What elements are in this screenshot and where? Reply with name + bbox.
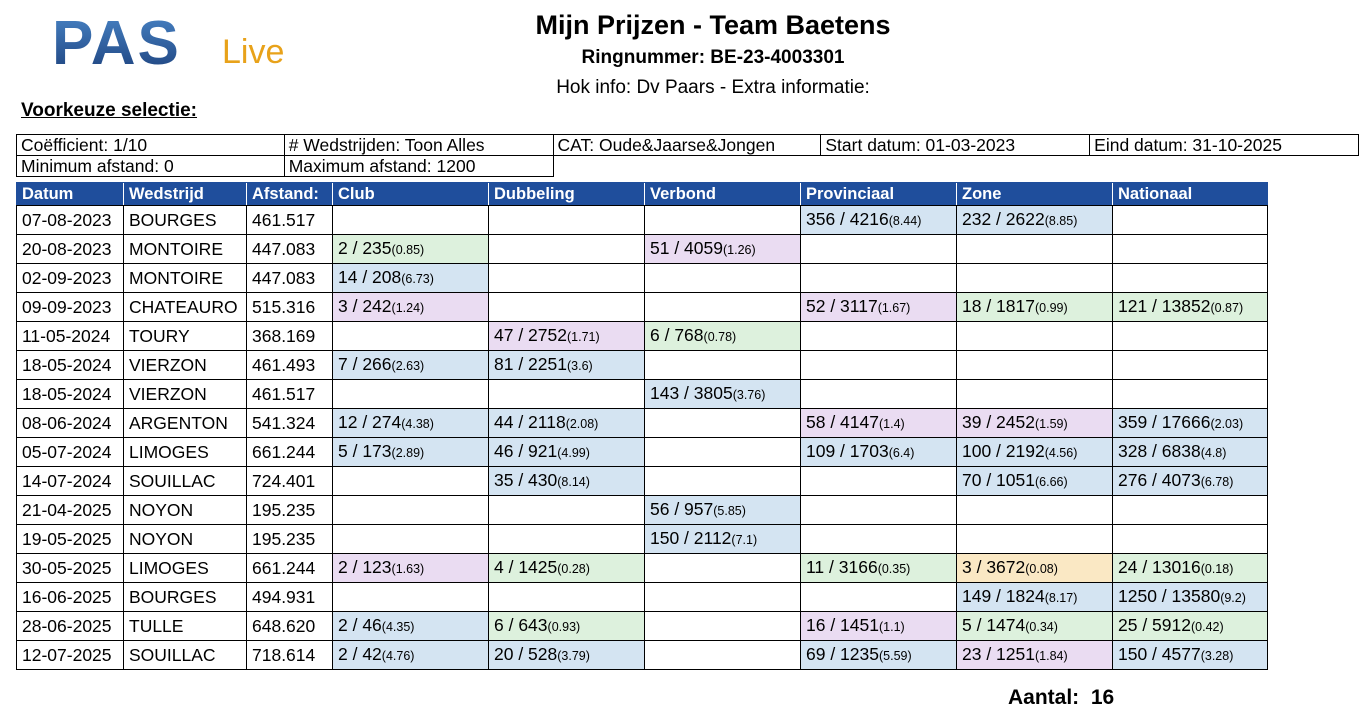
cell-club bbox=[333, 322, 489, 351]
cell-wedstrijd: TULLE bbox=[124, 612, 247, 641]
cell-wedstrijd: LIMOGES bbox=[124, 438, 247, 467]
table-row bbox=[17, 496, 1268, 525]
cell-provinciaal bbox=[801, 293, 957, 322]
cell-datum: 08-06-2024 bbox=[17, 409, 124, 438]
cell-provinciaal bbox=[801, 467, 957, 496]
prize-value: 356 / 4216 bbox=[806, 209, 889, 229]
cell-wedstrijd: MONTOIRE bbox=[124, 264, 247, 293]
cell-dubbeling bbox=[489, 409, 645, 438]
cell-zone bbox=[957, 583, 1113, 612]
cell-wedstrijd: NOYON bbox=[124, 525, 247, 554]
prize-value: 359 / 17666 bbox=[1118, 412, 1211, 432]
cell-wedstrijd: BOURGES bbox=[124, 206, 247, 235]
cell-provinciaal bbox=[801, 235, 957, 264]
cell-verbond bbox=[645, 235, 801, 264]
cell-wedstrijd: NOYON bbox=[124, 496, 247, 525]
cell-afstand: 447.083 bbox=[247, 235, 333, 264]
cell-nationaal bbox=[1113, 322, 1268, 351]
prize-value: 52 / 3117 bbox=[806, 296, 878, 316]
cell-nationaal bbox=[1113, 438, 1268, 467]
cell-afstand: 724.401 bbox=[247, 467, 333, 496]
prize-value: 81 / 2251 bbox=[494, 354, 567, 374]
table-row bbox=[17, 641, 1268, 670]
prize-coefficient: (6.4) bbox=[888, 446, 915, 460]
prize-value: 150 / 2112 bbox=[650, 528, 732, 548]
cell-verbond bbox=[645, 467, 801, 496]
prize-coefficient: (1.1) bbox=[878, 620, 905, 634]
prize-coefficient: (0.08) bbox=[1025, 562, 1058, 576]
prize-value: 24 / 13016 bbox=[1118, 557, 1201, 577]
cell-provinciaal bbox=[801, 641, 957, 670]
blank-cell bbox=[553, 156, 1359, 177]
prize-value: 7 / 266 bbox=[338, 354, 392, 374]
cell-dubbeling bbox=[489, 380, 645, 409]
cell-zone bbox=[957, 612, 1113, 641]
prize-coefficient: (0.93) bbox=[547, 620, 581, 634]
prize-value: 100 / 2192 bbox=[962, 441, 1045, 461]
cell-wedstrijd: CHATEAURO bbox=[124, 293, 247, 322]
cell-zone bbox=[957, 235, 1113, 264]
cell-nationaal bbox=[1113, 583, 1268, 612]
cell-dubbeling bbox=[489, 264, 645, 293]
cell-datum: 05-07-2024 bbox=[17, 438, 124, 467]
cell-verbond bbox=[645, 206, 801, 235]
cell-verbond bbox=[645, 380, 801, 409]
cell-nationaal bbox=[1113, 264, 1268, 293]
prize-value: 109 / 1703 bbox=[806, 441, 889, 461]
cell-nationaal bbox=[1113, 235, 1268, 264]
prize-coefficient: (1.84) bbox=[1034, 649, 1068, 663]
cell-verbond bbox=[645, 351, 801, 380]
prize-coefficient: (1.63) bbox=[391, 562, 425, 576]
logo-live-text: Live bbox=[222, 33, 285, 71]
cell-afstand: 661.244 bbox=[247, 438, 333, 467]
cell-verbond bbox=[645, 525, 801, 554]
cell-nationaal bbox=[1113, 554, 1268, 583]
cell-club bbox=[333, 641, 489, 670]
cell-club bbox=[333, 409, 489, 438]
table-row bbox=[17, 612, 1268, 641]
cell-zone bbox=[957, 409, 1113, 438]
prize-coefficient: (4.8) bbox=[1200, 446, 1227, 460]
results-body bbox=[17, 206, 1268, 670]
prize-value: 149 / 1824 bbox=[962, 586, 1045, 606]
cell-datum: 28-06-2025 bbox=[17, 612, 124, 641]
col-verbond: Verbond bbox=[645, 183, 801, 206]
logo-pas-text: PAS bbox=[52, 12, 181, 72]
table-row bbox=[17, 264, 1268, 293]
cell-dubbeling bbox=[489, 206, 645, 235]
cell-dubbeling bbox=[489, 583, 645, 612]
cell-datum: 21-04-2025 bbox=[17, 496, 124, 525]
cell-provinciaal bbox=[801, 496, 957, 525]
cell-provinciaal bbox=[801, 554, 957, 583]
cell-datum: 18-05-2024 bbox=[17, 351, 124, 380]
cell-club bbox=[333, 351, 489, 380]
cell-dubbeling bbox=[489, 322, 645, 351]
cell-zone bbox=[957, 206, 1113, 235]
cell-afstand: 195.235 bbox=[247, 496, 333, 525]
aantal-label: Aantal: bbox=[1008, 686, 1080, 709]
prize-coefficient: (0.87) bbox=[1210, 301, 1244, 315]
prize-value: 5 / 173 bbox=[338, 441, 392, 461]
prize-value: 6 / 768 bbox=[650, 325, 704, 345]
cell-datum: 14-07-2024 bbox=[17, 467, 124, 496]
hok-info: Hok info: Dv Paars - Extra informatie: bbox=[556, 77, 870, 98]
prize-coefficient: (4.76) bbox=[381, 649, 415, 663]
table-row bbox=[17, 206, 1268, 235]
prize-value: 5 / 1474 bbox=[962, 615, 1026, 635]
cell-datum: 30-05-2025 bbox=[17, 554, 124, 583]
col-afstand: Afstand: bbox=[247, 183, 333, 206]
cell-nationaal bbox=[1113, 612, 1268, 641]
col-dubbeling: Dubbeling bbox=[489, 183, 645, 206]
prize-value: 69 / 1235 bbox=[806, 644, 879, 664]
cell-datum: 07-08-2023 bbox=[17, 206, 124, 235]
prize-coefficient: (1.71) bbox=[566, 330, 600, 344]
table-row bbox=[17, 525, 1268, 554]
prize-value: 3 / 242 bbox=[338, 296, 392, 316]
selection-table bbox=[16, 134, 1359, 177]
cell-club bbox=[333, 496, 489, 525]
coefficient: Coëfficient: 1/10 bbox=[17, 135, 285, 156]
cell-wedstrijd: SOUILLAC bbox=[124, 467, 247, 496]
cell-wedstrijd: VIERZON bbox=[124, 351, 247, 380]
cell-verbond bbox=[645, 264, 801, 293]
prize-value: 150 / 4577 bbox=[1118, 644, 1201, 664]
prize-value: 56 / 957 bbox=[650, 499, 714, 519]
cell-provinciaal bbox=[801, 409, 957, 438]
prize-value: 70 / 1051 bbox=[962, 470, 1035, 490]
cell-wedstrijd: BOURGES bbox=[124, 583, 247, 612]
cell-afstand: 447.083 bbox=[247, 264, 333, 293]
cell-provinciaal bbox=[801, 206, 957, 235]
prize-value: 3 / 3672 bbox=[962, 557, 1026, 577]
cell-dubbeling bbox=[489, 293, 645, 322]
cell-nationaal bbox=[1113, 293, 1268, 322]
cell-club bbox=[333, 206, 489, 235]
cell-wedstrijd: MONTOIRE bbox=[124, 235, 247, 264]
cell-nationaal bbox=[1113, 525, 1268, 554]
prize-coefficient: (1.4) bbox=[878, 417, 905, 431]
prize-value: 2 / 123 bbox=[338, 557, 392, 577]
cell-dubbeling bbox=[489, 612, 645, 641]
cell-dubbeling bbox=[489, 496, 645, 525]
table-row bbox=[17, 380, 1268, 409]
wedstrijden-filter: # Wedstrijden: Toon Alles bbox=[284, 135, 553, 156]
cell-zone bbox=[957, 293, 1113, 322]
prize-coefficient: (5.85) bbox=[713, 504, 746, 518]
table-row bbox=[17, 235, 1268, 264]
max-distance: Maximum afstand: 1200 bbox=[284, 156, 553, 177]
cell-afstand: 461.517 bbox=[247, 380, 333, 409]
cell-verbond bbox=[645, 496, 801, 525]
prize-value: 51 / 4059 bbox=[650, 238, 723, 258]
cell-datum: 16-06-2025 bbox=[17, 583, 124, 612]
cell-nationaal bbox=[1113, 409, 1268, 438]
prize-value: 35 / 430 bbox=[494, 470, 558, 490]
cell-zone bbox=[957, 641, 1113, 670]
aantal-total bbox=[1008, 686, 1114, 710]
prize-value: 6 / 643 bbox=[494, 615, 548, 635]
cell-club bbox=[333, 525, 489, 554]
prize-value: 23 / 1251 bbox=[962, 644, 1035, 664]
prize-value: 4 / 1425 bbox=[494, 557, 558, 577]
header-row bbox=[17, 183, 1268, 206]
prize-coefficient: (4.56) bbox=[1044, 446, 1078, 460]
cell-nationaal bbox=[1113, 641, 1268, 670]
col-zone: Zone bbox=[957, 183, 1113, 206]
prize-coefficient: (3.28) bbox=[1200, 649, 1234, 663]
cell-dubbeling bbox=[489, 351, 645, 380]
cell-nationaal bbox=[1113, 380, 1268, 409]
cell-datum: 19-05-2025 bbox=[17, 525, 124, 554]
cell-verbond bbox=[645, 641, 801, 670]
prize-coefficient: (8.14) bbox=[557, 475, 590, 489]
cell-wedstrijd: TOURY bbox=[124, 322, 247, 351]
prize-value: 39 / 2452 bbox=[962, 412, 1035, 432]
prize-value: 12 / 274 bbox=[338, 412, 402, 432]
prize-coefficient: (2.03) bbox=[1210, 417, 1244, 431]
cell-zone bbox=[957, 496, 1113, 525]
prize-coefficient: (0.18) bbox=[1200, 562, 1234, 576]
cell-zone bbox=[957, 264, 1113, 293]
prize-coefficient: (6.78) bbox=[1200, 475, 1234, 489]
prize-value: 16 / 1451 bbox=[806, 615, 879, 635]
cell-provinciaal bbox=[801, 264, 957, 293]
cell-club bbox=[333, 583, 489, 612]
cell-club bbox=[333, 380, 489, 409]
cell-afstand: 461.517 bbox=[247, 206, 333, 235]
col-nationaal: Nationaal bbox=[1113, 183, 1268, 206]
cell-nationaal bbox=[1113, 351, 1268, 380]
prize-coefficient: (3.76) bbox=[732, 388, 766, 402]
cell-zone bbox=[957, 554, 1113, 583]
prize-coefficient: (9.2) bbox=[1220, 591, 1246, 605]
cell-verbond bbox=[645, 554, 801, 583]
cell-dubbeling bbox=[489, 235, 645, 264]
cell-provinciaal bbox=[801, 525, 957, 554]
prize-value: 20 / 528 bbox=[494, 644, 558, 664]
cell-club bbox=[333, 612, 489, 641]
prize-coefficient: (8.17) bbox=[1044, 591, 1078, 605]
prize-coefficient: (0.85) bbox=[391, 243, 425, 257]
prize-coefficient: (2.08) bbox=[565, 417, 599, 431]
cell-zone bbox=[957, 351, 1113, 380]
prize-value: 25 / 5912 bbox=[1118, 615, 1191, 635]
cell-club bbox=[333, 467, 489, 496]
prize-value: 14 / 208 bbox=[338, 267, 402, 287]
cell-afstand: 461.493 bbox=[247, 351, 333, 380]
cell-zone bbox=[957, 322, 1113, 351]
prize-coefficient: (3.6) bbox=[566, 359, 593, 373]
table-row bbox=[17, 583, 1268, 612]
cell-afstand: 648.620 bbox=[247, 612, 333, 641]
prize-coefficient: (2.63) bbox=[391, 359, 425, 373]
prize-coefficient: (4.38) bbox=[401, 417, 434, 431]
cell-provinciaal bbox=[801, 583, 957, 612]
voorkeuze-heading: Voorkeuze selectie: bbox=[21, 100, 198, 121]
prize-coefficient: (6.73) bbox=[401, 272, 434, 286]
table-row bbox=[17, 438, 1268, 467]
cell-club bbox=[333, 554, 489, 583]
cell-afstand: 368.169 bbox=[247, 322, 333, 351]
prize-coefficient: (8.85) bbox=[1044, 214, 1078, 228]
cell-datum: 12-07-2025 bbox=[17, 641, 124, 670]
cell-nationaal bbox=[1113, 467, 1268, 496]
cell-provinciaal bbox=[801, 351, 957, 380]
page-title: Mijn Prijzen - Team Baetens bbox=[535, 10, 891, 40]
cell-club bbox=[333, 293, 489, 322]
cell-afstand: 718.614 bbox=[247, 641, 333, 670]
cell-verbond bbox=[645, 322, 801, 351]
prize-coefficient: (0.35) bbox=[877, 562, 911, 576]
prize-coefficient: (8.44) bbox=[888, 214, 922, 228]
prize-coefficient: (0.78) bbox=[703, 330, 737, 344]
prize-value: 58 / 4147 bbox=[806, 412, 879, 432]
cell-afstand: 195.235 bbox=[247, 525, 333, 554]
table-row bbox=[17, 467, 1268, 496]
cell-provinciaal bbox=[801, 438, 957, 467]
table-row bbox=[17, 351, 1268, 380]
prize-value: 2 / 42 bbox=[338, 644, 382, 664]
prize-coefficient: (0.42) bbox=[1190, 620, 1224, 634]
prize-value: 2 / 235 bbox=[338, 238, 392, 258]
cell-verbond bbox=[645, 438, 801, 467]
prize-coefficient: (4.35) bbox=[381, 620, 415, 634]
category-filter: CAT: Oude&Jaarse&Jongen bbox=[553, 135, 821, 156]
cell-dubbeling bbox=[489, 525, 645, 554]
cell-wedstrijd: LIMOGES bbox=[124, 554, 247, 583]
start-date: Start datum: 01-03-2023 bbox=[821, 135, 1090, 156]
cell-afstand: 515.316 bbox=[247, 293, 333, 322]
cell-verbond bbox=[645, 409, 801, 438]
cell-dubbeling bbox=[489, 554, 645, 583]
prize-coefficient: (3.79) bbox=[557, 649, 590, 663]
aantal-value: 16 bbox=[1090, 686, 1115, 709]
end-date: Eind datum: 31-10-2025 bbox=[1090, 135, 1359, 156]
prize-coefficient: (1.67) bbox=[877, 301, 911, 315]
col-wedstrijd: Wedstrijd bbox=[124, 183, 247, 206]
prize-value: 1250 / 13580 bbox=[1118, 586, 1221, 606]
prize-value: 47 / 2752 bbox=[494, 325, 567, 345]
cell-wedstrijd: ARGENTON bbox=[124, 409, 247, 438]
prize-value: 121 / 13852 bbox=[1118, 296, 1211, 316]
prize-coefficient: (7.1) bbox=[731, 533, 758, 547]
col-provinciaal: Provinciaal bbox=[801, 183, 957, 206]
cell-dubbeling bbox=[489, 438, 645, 467]
cell-club bbox=[333, 264, 489, 293]
prize-coefficient: (0.34) bbox=[1025, 620, 1058, 634]
cell-afstand: 661.244 bbox=[247, 554, 333, 583]
prize-coefficient: (1.26) bbox=[722, 243, 756, 257]
cell-dubbeling bbox=[489, 467, 645, 496]
prize-coefficient: (0.28) bbox=[557, 562, 590, 576]
prize-value: 44 / 2118 bbox=[494, 412, 566, 432]
cell-verbond bbox=[645, 293, 801, 322]
cell-datum: 11-05-2024 bbox=[17, 322, 124, 351]
cell-datum: 02-09-2023 bbox=[17, 264, 124, 293]
cell-zone bbox=[957, 525, 1113, 554]
cell-datum: 18-05-2024 bbox=[17, 380, 124, 409]
cell-nationaal bbox=[1113, 496, 1268, 525]
prize-coefficient: (4.99) bbox=[557, 446, 590, 460]
cell-datum: 20-08-2023 bbox=[17, 235, 124, 264]
cell-provinciaal bbox=[801, 322, 957, 351]
prize-coefficient: (1.24) bbox=[391, 301, 425, 315]
prize-value: 143 / 3805 bbox=[650, 383, 733, 403]
cell-zone bbox=[957, 438, 1113, 467]
prize-value: 46 / 921 bbox=[494, 441, 558, 461]
col-club: Club bbox=[333, 183, 489, 206]
table-row bbox=[17, 293, 1268, 322]
prize-coefficient: (6.66) bbox=[1034, 475, 1068, 489]
prize-value: 2 / 46 bbox=[338, 615, 382, 635]
cell-wedstrijd: SOUILLAC bbox=[124, 641, 247, 670]
min-distance: Minimum afstand: 0 bbox=[17, 156, 285, 177]
cell-afstand: 541.324 bbox=[247, 409, 333, 438]
cell-verbond bbox=[645, 612, 801, 641]
cell-club bbox=[333, 438, 489, 467]
prize-coefficient: (0.99) bbox=[1034, 301, 1068, 315]
cell-afstand: 494.931 bbox=[247, 583, 333, 612]
cell-club bbox=[333, 235, 489, 264]
cell-provinciaal bbox=[801, 380, 957, 409]
col-datum: Datum bbox=[17, 183, 124, 206]
cell-dubbeling bbox=[489, 641, 645, 670]
table-row bbox=[17, 322, 1268, 351]
cell-zone bbox=[957, 380, 1113, 409]
table-row bbox=[17, 554, 1268, 583]
cell-wedstrijd: VIERZON bbox=[124, 380, 247, 409]
prize-coefficient: (5.59) bbox=[878, 649, 912, 663]
prize-coefficient: (2.89) bbox=[391, 446, 425, 460]
results-table bbox=[16, 182, 1268, 670]
cell-provinciaal bbox=[801, 612, 957, 641]
cell-zone bbox=[957, 467, 1113, 496]
prize-coefficient: (1.59) bbox=[1034, 417, 1068, 431]
prize-value: 232 / 2622 bbox=[962, 209, 1045, 229]
cell-datum: 09-09-2023 bbox=[17, 293, 124, 322]
cell-nationaal bbox=[1113, 206, 1268, 235]
table-row bbox=[17, 409, 1268, 438]
prize-value: 276 / 4073 bbox=[1118, 470, 1201, 490]
prize-value: 328 / 6838 bbox=[1118, 441, 1201, 461]
ringnummer: Ringnummer: BE-23-4003301 bbox=[581, 47, 845, 68]
prize-value: 18 / 1817 bbox=[962, 296, 1035, 316]
prize-value: 11 / 3166 bbox=[806, 557, 878, 577]
cell-verbond bbox=[645, 583, 801, 612]
